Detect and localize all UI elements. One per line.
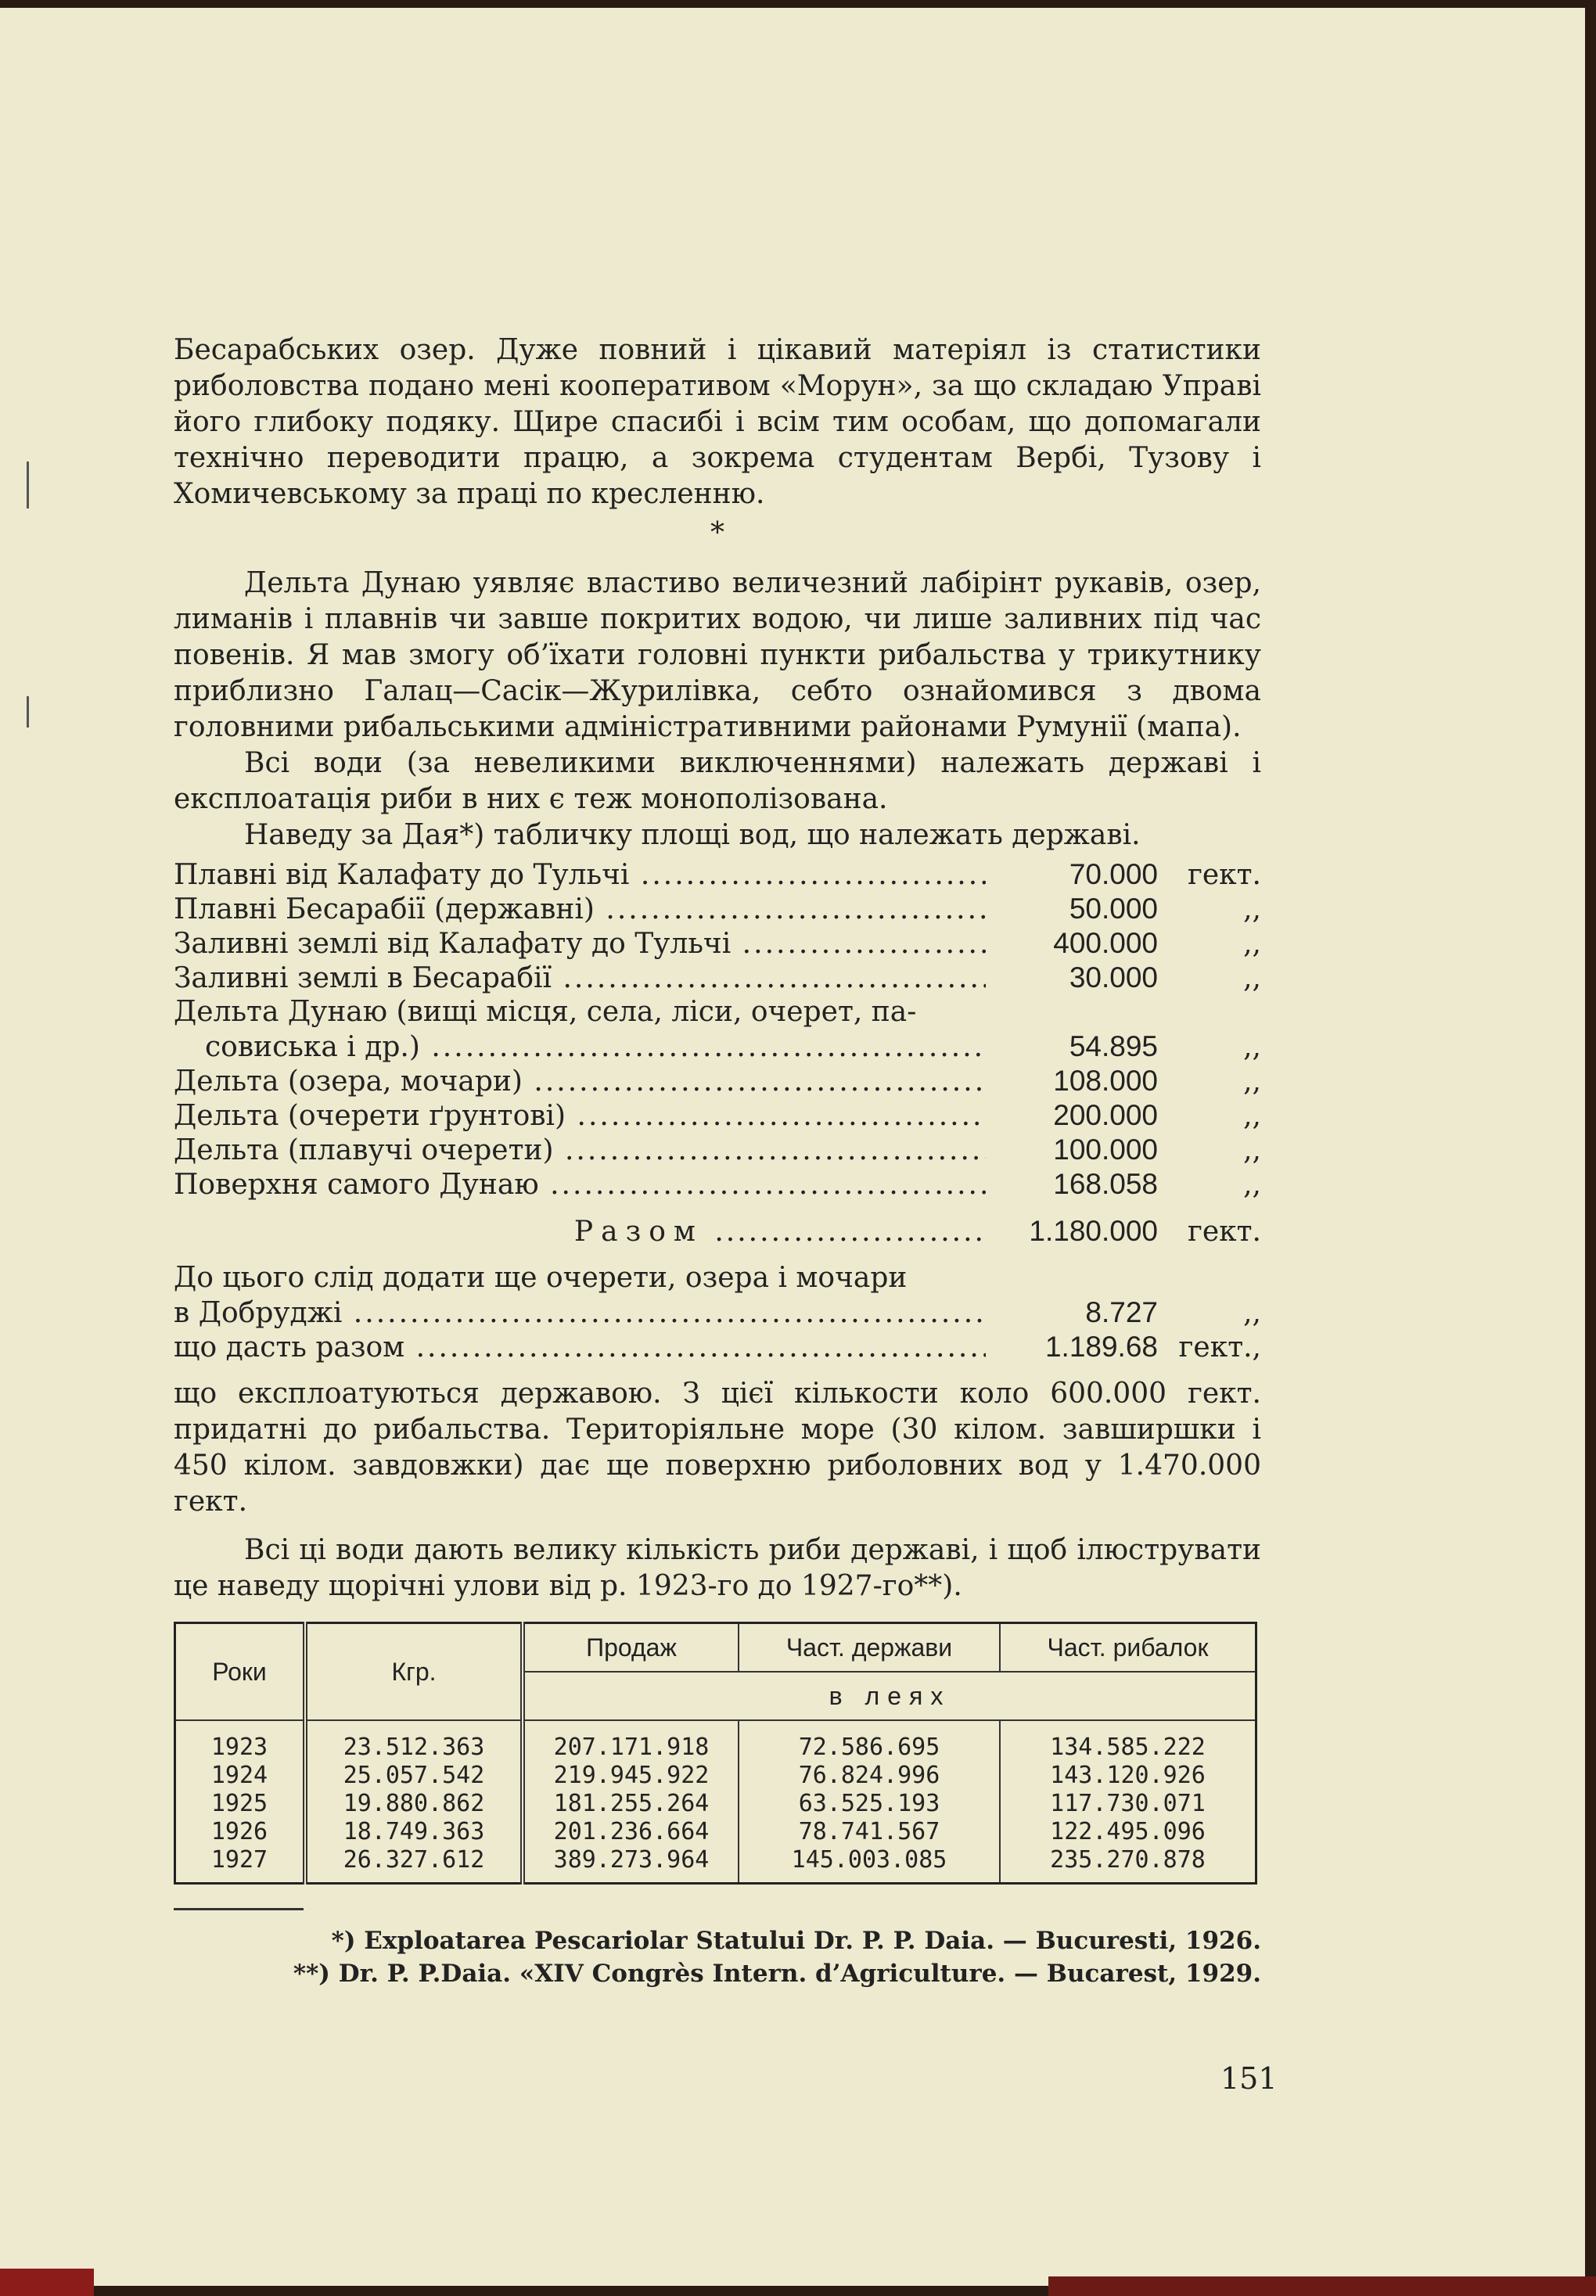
grand-total-value: 1.189.68 bbox=[1044, 1331, 1158, 1363]
paragraph-intro: Бесарабських озер. Дуже повний і цікавий матеріял із статистики риболовства подано мені кооперативом «Морун», за що складаю Управі його глибоку подяку. Щире спасибі і всім тим особам, що допомагали технічно переводити працю, а зокрема студентам Вербі, Тузову і Хомичевському за праці по кресленню. bbox=[174, 334, 1261, 510]
paragraph-delta: Дельта Дунаю уявляє властиво величезний лабірінт рукавів, озер, лиманів і плавнів чи завше покритих водою, чи лише заливних під час повенів. Я мав змогу об’їхати головні пункти рибальства у трикутнику приблизно Галац—Сасік—Журилівка, себто ознайомився з двома головними рибальськими адміністративними районами Румунії (мапа). bbox=[174, 567, 1261, 743]
grand-total-row bbox=[174, 1329, 1261, 1364]
cell-fishers: 143.120.926 bbox=[1000, 1762, 1256, 1790]
cell-year: 1927 bbox=[175, 1846, 306, 1884]
area-unit: ,, bbox=[1243, 1169, 1261, 1201]
total-value: 1.180.000 bbox=[1029, 1215, 1158, 1247]
edge-strip bbox=[1048, 2276, 1596, 2296]
addition-label: в Добруджі ..... bbox=[174, 1295, 986, 1331]
area-row bbox=[174, 1063, 1261, 1098]
cell-fishers: 134.585.222 bbox=[1000, 1720, 1256, 1762]
footnote-1: *) Exploatarea Pescariolar Statului Dr. P. P. Daia. — Bucuresti, 1926. bbox=[331, 1927, 1261, 1955]
total-label: Разом bbox=[573, 1216, 703, 1248]
cell-kg: 18.749.363 bbox=[305, 1818, 523, 1846]
table-row bbox=[175, 1762, 1256, 1790]
area-row-wrap bbox=[174, 994, 1261, 1029]
header-unit-note: в леях bbox=[523, 1672, 1256, 1720]
cell-state: 78.741.567 bbox=[739, 1818, 1000, 1846]
area-value: 70.000 bbox=[1069, 858, 1158, 890]
area-value: 30.000 bbox=[1069, 961, 1158, 993]
area-label: Дельта (озера, мочари) ..... bbox=[174, 1064, 986, 1100]
area-label: Дельта (плавучі очерети) ..... bbox=[174, 1133, 986, 1169]
area-label: Плавні від Калафату до Тульчі ..... bbox=[174, 857, 986, 893]
cell-kg: 23.512.363 bbox=[305, 1720, 523, 1762]
area-row bbox=[174, 891, 1261, 925]
area-value: 400.000 bbox=[1053, 927, 1158, 959]
header-years: Роки bbox=[175, 1623, 306, 1721]
area-label: совиська і др.) ..... bbox=[174, 1029, 986, 1065]
total-unit: гект. bbox=[1187, 1216, 1261, 1248]
total-row bbox=[174, 1213, 1261, 1248]
paragraph-exploit: що експлоатуються державою. З цієї кількости коло 600.000 гект. придатні до рибальства. Територіяльне море (30 кілом. завширшки і 450 кілом. завдовжки) дає ще поверхню риболовних вод у 1.470.000 гект. bbox=[174, 1378, 1261, 1518]
area-row bbox=[174, 1098, 1261, 1132]
grand-total-label: що дасть разом ..... bbox=[174, 1330, 986, 1366]
addition-row bbox=[174, 1295, 1261, 1329]
cell-sale: 219.945.922 bbox=[523, 1762, 739, 1790]
cell-fishers: 122.495.096 bbox=[1000, 1818, 1256, 1846]
area-label: Заливні землі в Бесарабії ..... bbox=[174, 961, 986, 997]
section-separator: * bbox=[710, 517, 724, 549]
cell-kg: 26.327.612 bbox=[305, 1846, 523, 1884]
addition-value: 8.727 bbox=[1085, 1296, 1158, 1328]
area-row bbox=[174, 1132, 1261, 1166]
content bbox=[174, 332, 1261, 1990]
header-kg: Кгр. bbox=[305, 1623, 523, 1721]
area-value: 108.000 bbox=[1053, 1065, 1158, 1097]
page bbox=[0, 8, 1585, 2286]
cell-year: 1924 bbox=[175, 1762, 306, 1790]
cell-state: 72.586.695 bbox=[739, 1720, 1000, 1762]
area-unit: ,, bbox=[1243, 893, 1261, 925]
area-value: 50.000 bbox=[1069, 893, 1158, 925]
area-label: Плавні Бесарабії (державні) ..... bbox=[174, 892, 986, 928]
area-row bbox=[174, 857, 1261, 891]
area-unit: ,, bbox=[1243, 962, 1261, 994]
footnote-rule bbox=[174, 1908, 304, 1910]
cell-year: 1926 bbox=[175, 1818, 306, 1846]
area-row bbox=[174, 960, 1261, 994]
area-list bbox=[174, 857, 1261, 1364]
cell-sale: 207.171.918 bbox=[523, 1720, 739, 1762]
area-label: Дельта (очерети ґрунтові) ..... bbox=[174, 1098, 986, 1134]
cell-state: 63.525.193 bbox=[739, 1790, 1000, 1818]
area-value: 168.058 bbox=[1053, 1168, 1158, 1200]
grand-total-unit: гект., bbox=[1178, 1331, 1261, 1364]
header-state: Част. держави bbox=[739, 1623, 1000, 1673]
cell-kg: 19.880.862 bbox=[305, 1790, 523, 1818]
header-fishers: Част. рибалок bbox=[1000, 1623, 1256, 1673]
area-row bbox=[174, 1029, 1261, 1063]
cell-kg: 25.057.542 bbox=[305, 1762, 523, 1790]
area-value: 100.000 bbox=[1053, 1134, 1158, 1166]
cell-fishers: 235.270.878 bbox=[1000, 1846, 1256, 1884]
area-unit: ,, bbox=[1243, 1031, 1261, 1063]
cell-sale: 181.255.264 bbox=[523, 1790, 739, 1818]
table-row bbox=[175, 1790, 1256, 1818]
area-unit: ,, bbox=[1243, 1134, 1261, 1166]
edge-strip bbox=[0, 2269, 94, 2296]
addition-row-wrap bbox=[174, 1260, 1261, 1295]
area-row bbox=[174, 925, 1261, 960]
paragraph-catch: Всі ці води дають велику кількість риби державі, і щоб ілюструвати це наведу щорічні улови від р. 1923-го до 1927-го**). bbox=[174, 1534, 1261, 1602]
area-value: 54.895 bbox=[1069, 1030, 1158, 1062]
area-unit: гект. bbox=[1187, 859, 1261, 891]
paragraph-table-intro: Наведу за Дая*) табличку площі вод, що належать державі. bbox=[244, 819, 1141, 851]
cell-year: 1925 bbox=[175, 1790, 306, 1818]
table-row bbox=[175, 1720, 1256, 1762]
area-label-line1: Дельта Дунаю (вищі місця, села, ліси, очерет, па- bbox=[174, 996, 917, 1028]
catch-table bbox=[174, 1622, 1257, 1885]
area-unit: ,, bbox=[1243, 1100, 1261, 1132]
area-unit: ,, bbox=[1243, 1065, 1261, 1098]
area-row bbox=[174, 1166, 1261, 1201]
area-label: Заливні землі від Калафату до Тульчі ..... bbox=[174, 926, 986, 962]
cell-state: 76.824.996 bbox=[739, 1762, 1000, 1790]
cell-sale: 389.273.964 bbox=[523, 1846, 739, 1884]
footnote-2: **) Dr. P. P.Daia. «XIV Congrès Intern. d’Agriculture. — Bucarest, 1929. bbox=[293, 1960, 1261, 1988]
table-row bbox=[175, 1818, 1256, 1846]
area-unit: ,, bbox=[1243, 928, 1261, 960]
page-number: 151 bbox=[1220, 2061, 1278, 2096]
cell-sale: 201.236.664 bbox=[523, 1818, 739, 1846]
area-value: 200.000 bbox=[1053, 1099, 1158, 1131]
addition-line1: До цього слід додати ще очерети, озера і мочари bbox=[174, 1262, 908, 1294]
cell-year: 1923 bbox=[175, 1720, 306, 1762]
cell-state: 145.003.085 bbox=[739, 1846, 1000, 1884]
margin-mark bbox=[27, 462, 29, 508]
header-sale: Продаж bbox=[523, 1623, 739, 1673]
addition-unit: ,, bbox=[1243, 1297, 1261, 1329]
area-label: Поверхня самого Дунаю ..... bbox=[174, 1167, 986, 1203]
paragraph-waters: Всі води (за невеликими виключеннями) належать державі і експлоатація риби в них є теж монополізована. bbox=[174, 747, 1261, 815]
table-row bbox=[175, 1846, 1256, 1884]
cell-fishers: 117.730.071 bbox=[1000, 1790, 1256, 1818]
margin-mark bbox=[27, 696, 29, 728]
